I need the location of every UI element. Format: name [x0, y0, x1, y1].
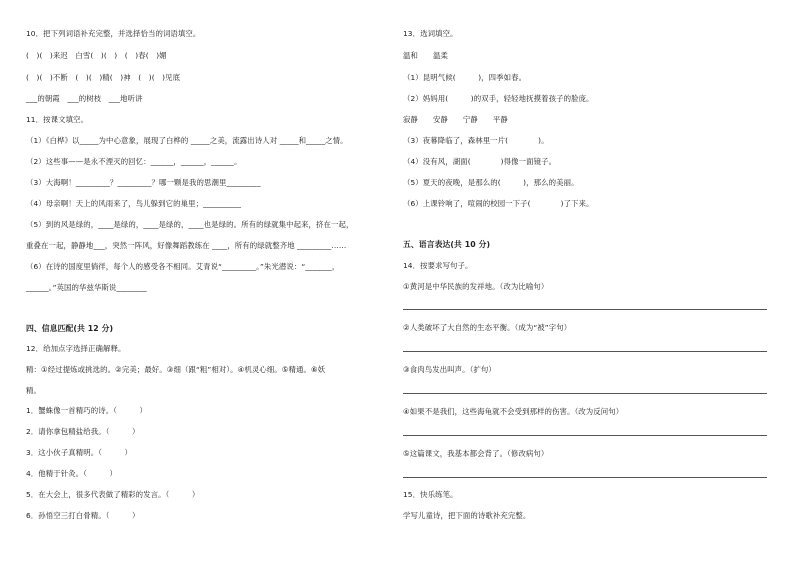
answer-line-4[interactable]: [403, 435, 767, 436]
q12-item1: 1．蟹蛛像一首精巧的诗。（ ）: [26, 406, 147, 415]
q14-item5: ⑤这篇课文，我基本都会背了。（修改病句）: [403, 449, 549, 458]
q13-s6: （6）上课铃响了，喧闹的校园一下子( )了下来。: [403, 199, 594, 208]
q10-row1: ( )( )来迟 白雪( )( ) ( )春( )媚: [26, 51, 167, 60]
q14-title: 14．按要求写句子。: [403, 261, 473, 270]
q11-s4: （4）母亲啊！天上的风雨来了，鸟儿躲到它的巢里；__________: [26, 199, 242, 208]
q12-defs-line2: 精。: [26, 386, 41, 395]
q12-item3: 3．这小伙子真精明。（ ）: [26, 448, 132, 457]
q11-s3: （3）大海啊！_________？_________？哪一颗是我的思潮里_________: [26, 178, 261, 187]
q12-item2: 2．请你拿包精盐给我。（ ）: [26, 427, 140, 436]
q11-s2: （2）这些事——是永不湮灭的回忆：______，______，______。: [26, 157, 242, 166]
q14-item2: ②人类破坏了大自然的生态平衡。（成为“被”字句）: [403, 323, 572, 332]
q12-item5: 5．在大会上，很多代表做了精彩的发言。（ ）: [26, 490, 200, 499]
q15-title: 15．快乐练笔。: [403, 490, 458, 499]
q13-s5: （5）夏天的夜晚，是那么的( )，那么的美丽。: [403, 178, 579, 187]
answer-line-5[interactable]: [403, 477, 767, 478]
q11-s6a: （6）在诗的国度里徜徉，每个人的感受各不相同。艾青说“_________。”朱光潜说：“_______，: [26, 262, 340, 271]
q13-s2: （2）妈妈用( )的双手，轻轻地抚摸着孩子的脸庞。: [403, 94, 594, 103]
answer-line-2[interactable]: [403, 351, 767, 352]
q12-defs-line1: 精：①经过提炼或挑选的。②完美；最好。③细（跟“粗”相对）。④机灵心细。⑤精通。⑥妖: [26, 365, 326, 374]
q12-item6: 6．孙悟空三打白骨精。（ ）: [26, 511, 140, 520]
q15-instruction: 学写儿童诗，把下面的诗歌补充完整。: [403, 511, 531, 520]
q11-s5b: 重叠在一起，静静地___，突然一阵风，好像舞蹈教练在 ____，所有的绿就整齐地 _________……: [26, 241, 347, 250]
q11-title: 11．按课文填空。: [26, 115, 89, 124]
answer-line-1[interactable]: [403, 309, 767, 310]
q10-row2: ( )( )不断 ( )( )精( )神 ( )( )见底: [26, 73, 181, 82]
q11-s6b: ______。”英国的华兹华斯说________: [26, 283, 147, 292]
q14-item4: ④如果不是我们，这些海龟就不会受到那样的伤害。（改为反问句）: [403, 407, 624, 416]
answer-line-3[interactable]: [403, 393, 767, 394]
section4-title: 四、信息匹配(共 12 分): [26, 324, 114, 333]
q11-s1: （1）《白桦》以_____为中心意象，展现了白桦的 _____之美，流露出诗人对 _____和_____之情。: [26, 136, 348, 145]
q14-item3: ③食肉鸟发出叫声。（扩句）: [403, 365, 496, 374]
section5-title: 五、语言表达(共 10 分): [403, 240, 491, 249]
q13-s3: （3）夜幕降临了，森林里一片( )。: [403, 136, 549, 145]
q12-intro: 12．给加点字选择正确解释。: [26, 344, 126, 353]
q10-row3: ___的朝霞 ___的树枝 ___地听讲: [26, 94, 143, 103]
q13-title: 13．选词填空。: [403, 29, 458, 38]
q12-item4: 4．他精于针灸。（ ）: [26, 469, 117, 478]
q13-s4: （4）没有风，湖面( )得像一面镜子。: [403, 157, 557, 166]
q13-s1: （1）昆明气候( )，四季如春。: [403, 73, 527, 82]
q14-item1: ①黄河是中华民族的发祥地。（改为比喻句）: [403, 282, 549, 291]
q11-s5a: （5）到的风是绿的，____是绿的，____是绿的，____也是绿的。所有的绿就集中起来，挤在一起，: [26, 220, 354, 229]
q13-words1: 温和 温柔: [403, 51, 448, 60]
q10-title: 10．把下列词语补充完整，并选择恰当的词语填空。: [26, 29, 201, 38]
q13-words2: 寂静 安静 宁静 平静: [403, 115, 508, 124]
